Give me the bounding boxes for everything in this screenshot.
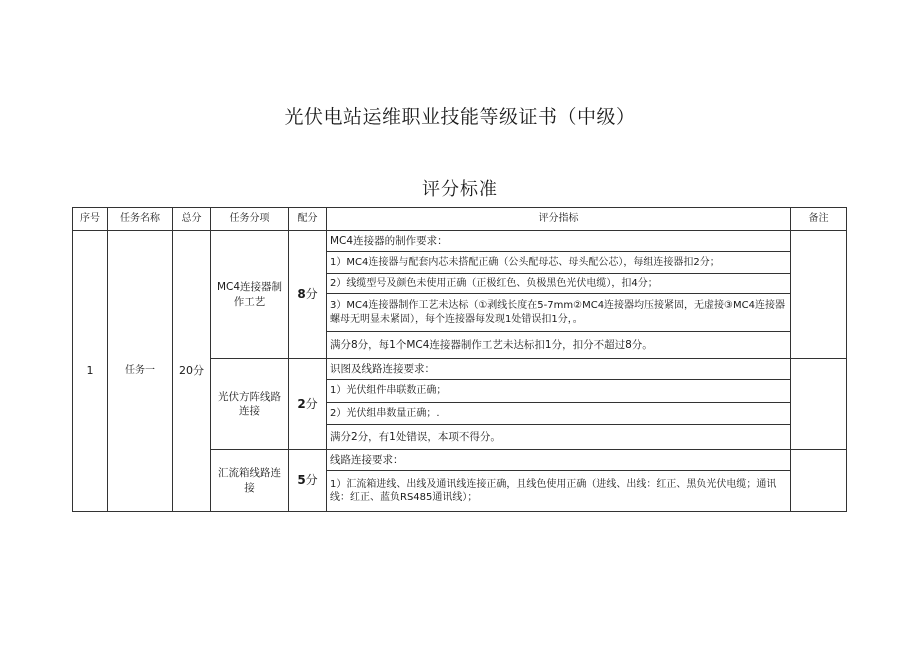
- criteria-line: 3）MC4连接器制作工艺未达标（①剥线长度在5-7mm②MC4连接器均压接紧固，无虚接③MC4连接器螺母无明显未紧固），每个连接器每发现1处错误扣1分，。: [327, 294, 791, 332]
- table-header-row: [73, 208, 847, 231]
- criteria-heading: 识图及线路连接要求：: [327, 359, 791, 380]
- table-row: [73, 231, 847, 252]
- remarks-cell: [791, 231, 847, 359]
- sub-item-name: 光伏方阵线路连接: [211, 359, 289, 450]
- sub-item-score: 8分: [289, 231, 327, 359]
- criteria-heading: 线路连接要求：: [327, 450, 791, 471]
- header-remarks: 备注: [791, 208, 847, 231]
- scoring-table: [72, 207, 847, 512]
- document-title: 光伏电站运维职业技能等级证书（中级）: [284, 106, 636, 128]
- task-name-cell: 任务一: [108, 231, 173, 512]
- seq-cell: 1: [73, 231, 108, 512]
- section-title: 评分标准: [422, 179, 498, 200]
- remarks-cell: [791, 359, 847, 450]
- header-criteria: 评分指标: [327, 208, 791, 231]
- sub-item-name: 汇流箱线路连接: [211, 450, 289, 512]
- sub-item-name: MC4连接器制作工艺: [211, 231, 289, 359]
- header-sub-item: 任务分项: [211, 208, 289, 231]
- criteria-heading: MC4连接器的制作要求：: [327, 231, 791, 252]
- sub-item-score: 5分: [289, 450, 327, 512]
- sub-item-score: 2分: [289, 359, 327, 450]
- criteria-line: 2）光伏组串数量正确；.: [327, 403, 791, 425]
- remarks-cell: [791, 450, 847, 512]
- criteria-summary: 满分8分，每1个MC4连接器制作工艺未达标扣1分，扣分不超过8分。: [327, 332, 791, 359]
- header-points: 配分: [289, 208, 327, 231]
- total-score-cell: 20分: [173, 231, 211, 512]
- criteria-summary: 满分2分，有1处错误，本项不得分。: [327, 425, 791, 450]
- header-task-name: 任务名称: [108, 208, 173, 231]
- criteria-line: 1）MC4连接器与配套内芯未搭配正确（公头配母芯、母头配公芯），每组连接器扣2分；: [327, 252, 791, 274]
- header-seq: 序号: [73, 208, 108, 231]
- criteria-line: 2）线缆型号及颜色未使用正确（正极红色、负极黑色光伏电缆），扣4分；: [327, 274, 791, 294]
- criteria-line: 1）汇流箱进线、出线及通讯线连接正确，且线色使用正确（进线、出线：红正、黑负光伏电缆；通讯线：红正、蓝负RS485通讯线）；: [327, 471, 791, 512]
- criteria-line: 1）光伏组件串联数正确；: [327, 380, 791, 403]
- header-total: 总分: [173, 208, 211, 231]
